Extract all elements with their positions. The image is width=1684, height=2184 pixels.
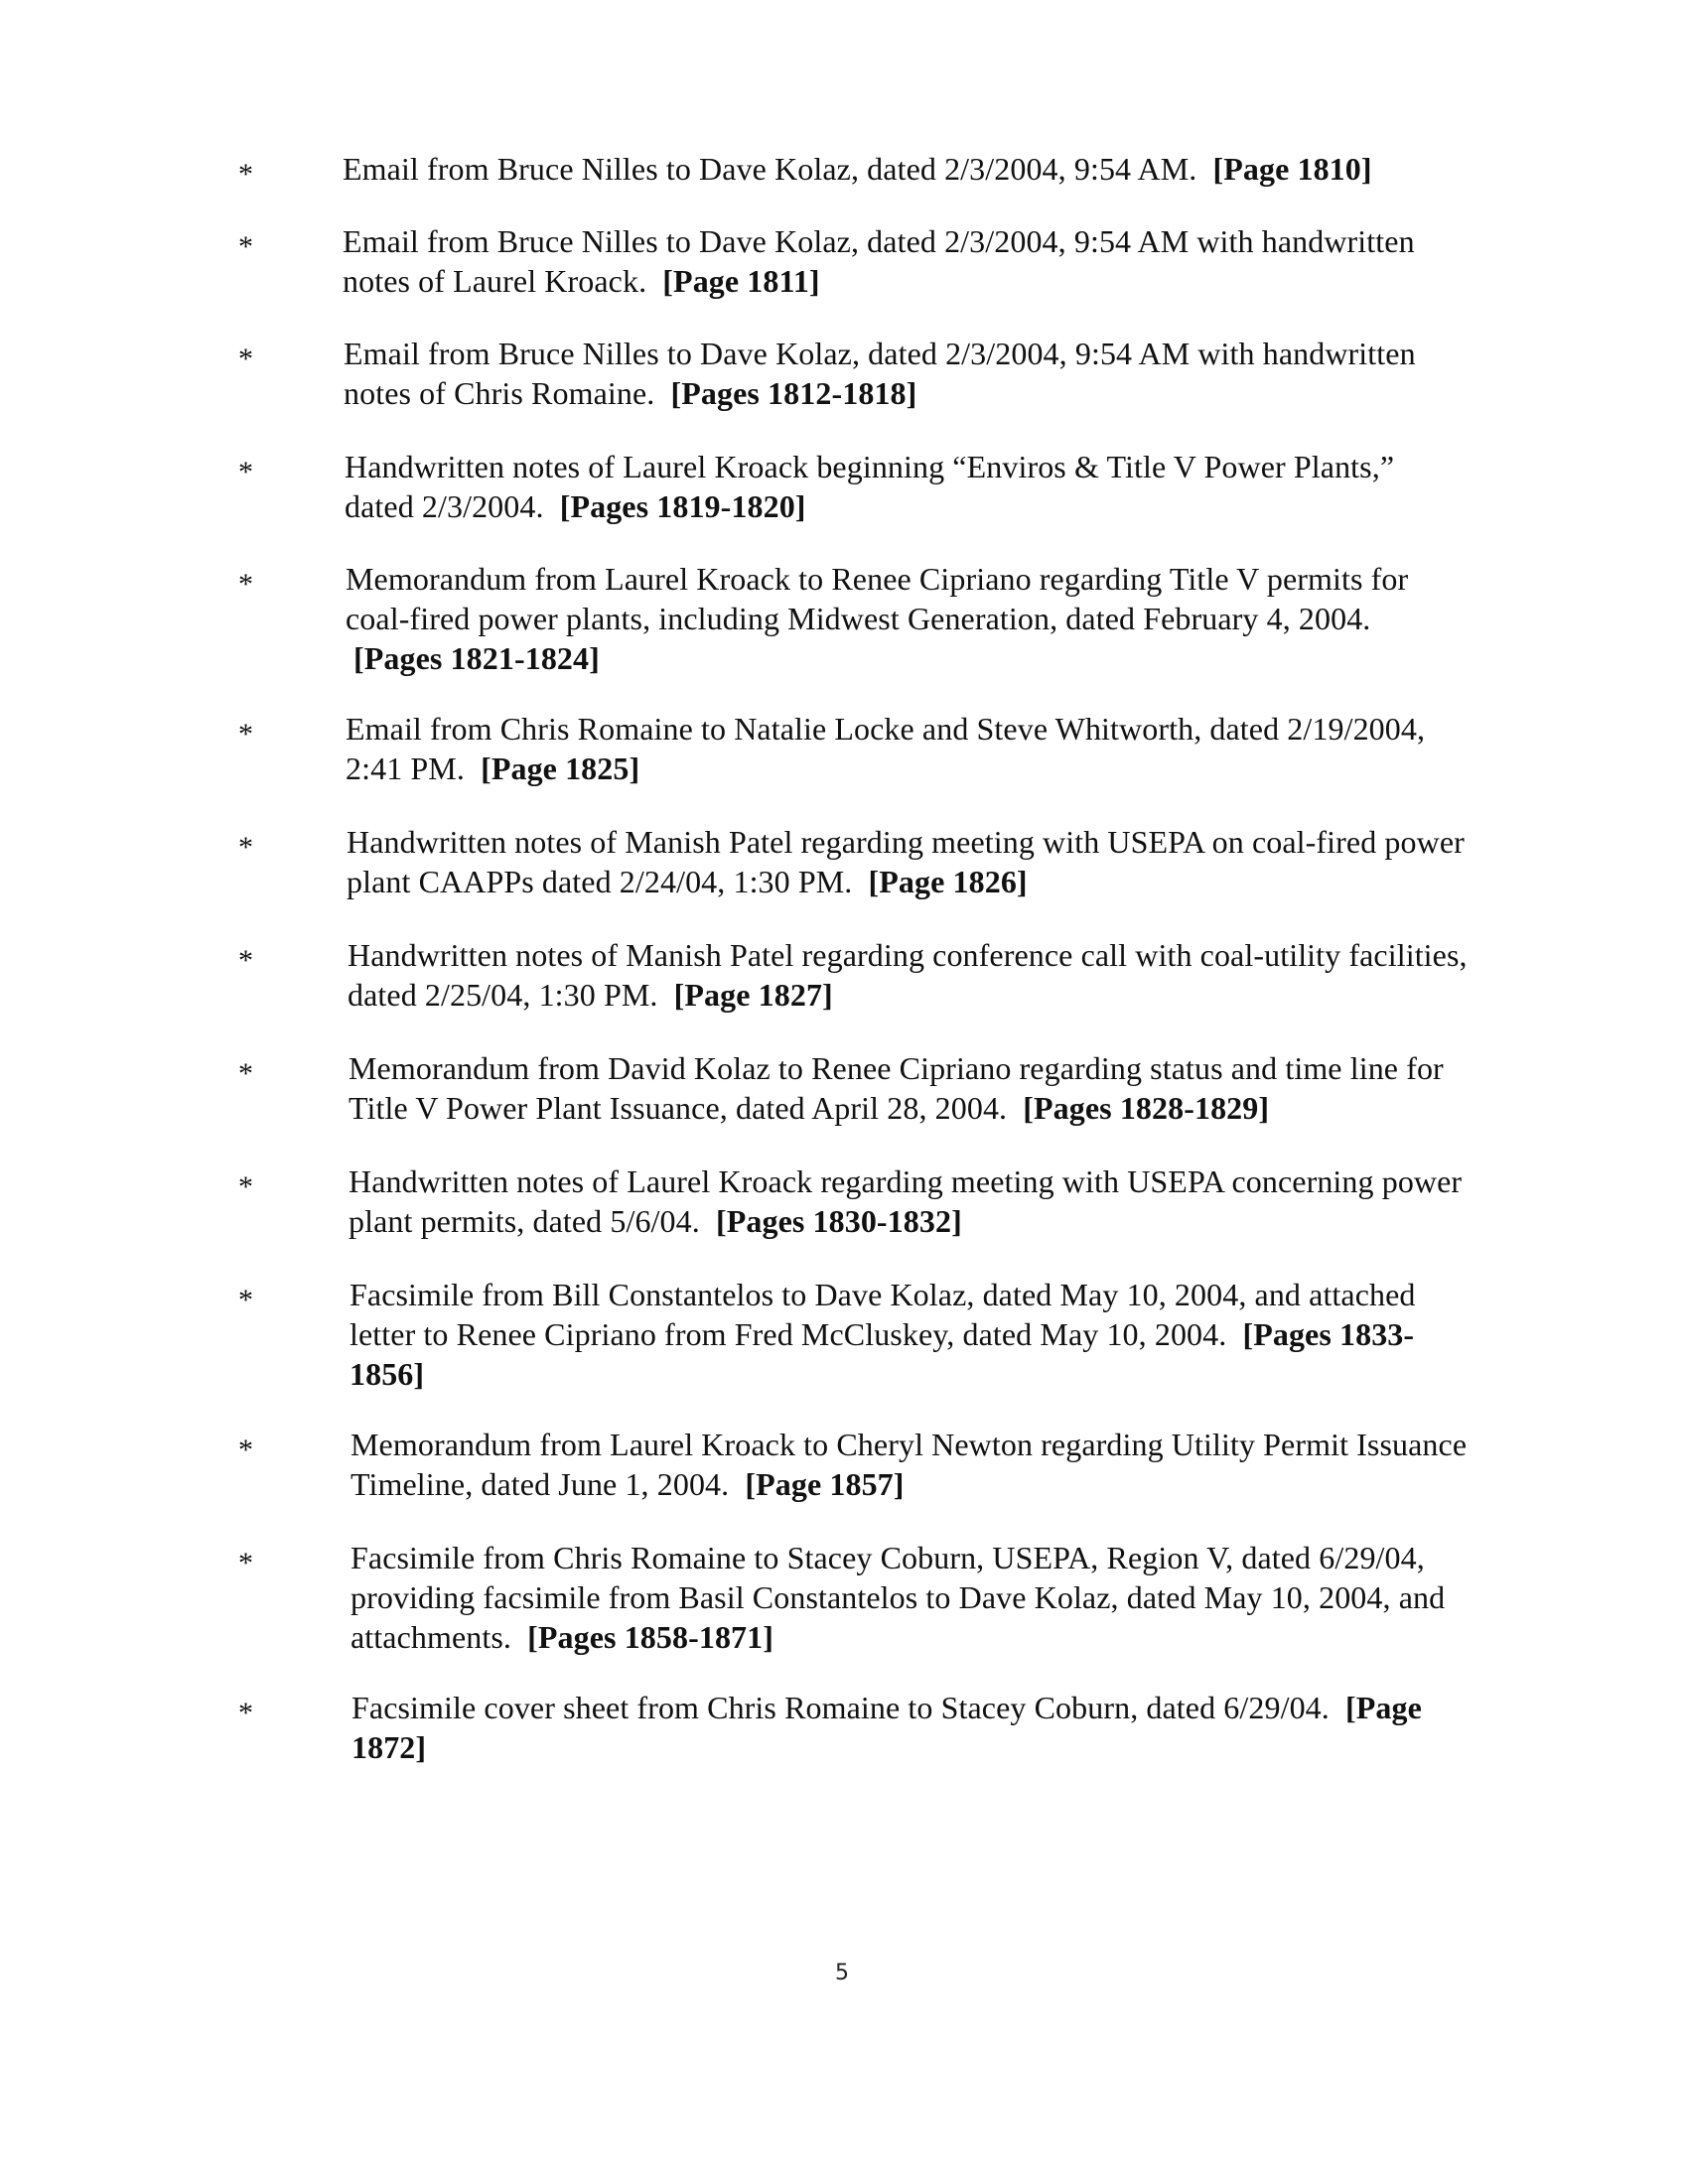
bullet-asterisk: * [238, 1547, 253, 1579]
page-reference: [Pages 1812-1818] [670, 375, 917, 411]
entry-text: Handwritten notes of Laurel Kroack beginning “Enviros & Title V Power Plants,” dated 2/3/2004. [Pages 1819-1820] [345, 449, 1395, 524]
entry-text: Handwritten notes of Manish Patel regarding meeting with USEPA on coal-fired power plant CAAPPs dated 2/24/04, 1:30 PM. [Page 1826] [347, 824, 1465, 899]
bullet-asterisk: * [238, 342, 253, 375]
entry-text: Memorandum from David Kolaz to Renee Cipriano regarding status and time line for Title V Power Plant Issuance, dated April 28, 2004. [Pages 1828-1829] [349, 1050, 1444, 1126]
bullet-asterisk: * [238, 831, 253, 864]
entry-text: Handwritten notes of Laurel Kroack regarding meeting with USEPA concerning power plant permits, dated 5/6/04. [Pages 1830-1832] [349, 1163, 1463, 1239]
page-reference: [Pages 1858-1871] [527, 1619, 774, 1655]
bullet-asterisk: * [238, 1284, 253, 1316]
bullet-asterisk: * [238, 944, 253, 977]
bullet-asterisk: * [238, 1057, 253, 1090]
page-reference: [Pages 1821-1824] [353, 640, 600, 676]
bullet-asterisk: * [238, 1697, 253, 1729]
entry-text: Email from Chris Romaine to Natalie Locke and Steve Whitworth, dated 2/19/2004, 2:41 PM. [Page 1825] [346, 711, 1426, 786]
page-reference: [Pages 1828-1829] [1023, 1090, 1270, 1126]
page-reference: [Pages 1819-1820] [559, 488, 806, 524]
entry-text: Email from Bruce Nilles to Dave Kolaz, dated 2/3/2004, 9:54 AM. [Page 1810] [343, 151, 1372, 187]
bullet-asterisk: * [238, 568, 253, 601]
entry-text: Email from Bruce Nilles to Dave Kolaz, dated 2/3/2004, 9:54 AM with handwritten notes of Chris Romaine. [Pages 1812-1818] [344, 336, 1416, 411]
page-reference: [Pages 1830-1832] [715, 1203, 962, 1239]
bullet-asterisk: * [238, 718, 253, 751]
bullet-asterisk: * [238, 1433, 253, 1466]
bullet-asterisk: * [238, 1170, 253, 1203]
page-reference: [Page 1826] [868, 864, 1028, 899]
entry-text: Memorandum from Laurel Kroack to Renee Cipriano regarding Title V permits for coal-fired power plants, including Midwest Generation, dated February 4, 2004. [Pages 1821-1824] [346, 561, 1409, 676]
page-number: 5 [835, 1961, 849, 1985]
bullet-asterisk: * [238, 456, 253, 488]
page-reference: [Pages 1833-1856] [350, 1316, 1415, 1392]
page-reference: [Page 1825] [481, 751, 640, 786]
page-reference: [Page 1857] [745, 1466, 905, 1502]
entry-text: Memorandum from Laurel Kroack to Cheryl Newton regarding Utility Permit Issuance Timeline, dated June 1, 2004. [Page 1857] [351, 1427, 1468, 1502]
page-reference: [Page 1872] [351, 1690, 1422, 1765]
entry-text: Handwritten notes of Manish Patel regarding conference call with coal-utility facilities, dated 2/25/04, 1:30 PM. [Page 1827] [348, 937, 1468, 1013]
entry-text: Facsimile cover sheet from Chris Romaine to Stacey Coburn, dated 6/29/04. [Page 1872] [351, 1690, 1422, 1765]
bullet-asterisk: * [238, 158, 253, 191]
page-reference: [Page 1827] [673, 977, 833, 1013]
bullet-asterisk: * [238, 230, 253, 263]
page-reference: [Page 1810] [1212, 151, 1372, 187]
entry-text: Facsimile from Chris Romaine to Stacey Coburn, USEPA, Region V, dated 6/29/04, providing facsimile from Basil Constantelos to Dave Kolaz, dated May 10, 2004, and attachments. [Pages 1858-1871] [351, 1540, 1446, 1655]
page-reference: [Page 1811] [662, 263, 820, 299]
entry-text: Facsimile from Bill Constantelos to Dave Kolaz, dated May 10, 2004, and attached letter to Renee Cipriano from Fred McCluskey, dated May 10, 2004. [Pages 1833-1856] [350, 1277, 1416, 1392]
entry-text: Email from Bruce Nilles to Dave Kolaz, dated 2/3/2004, 9:54 AM with handwritten notes of Laurel Kroack. [Page 1811] [343, 223, 1415, 299]
